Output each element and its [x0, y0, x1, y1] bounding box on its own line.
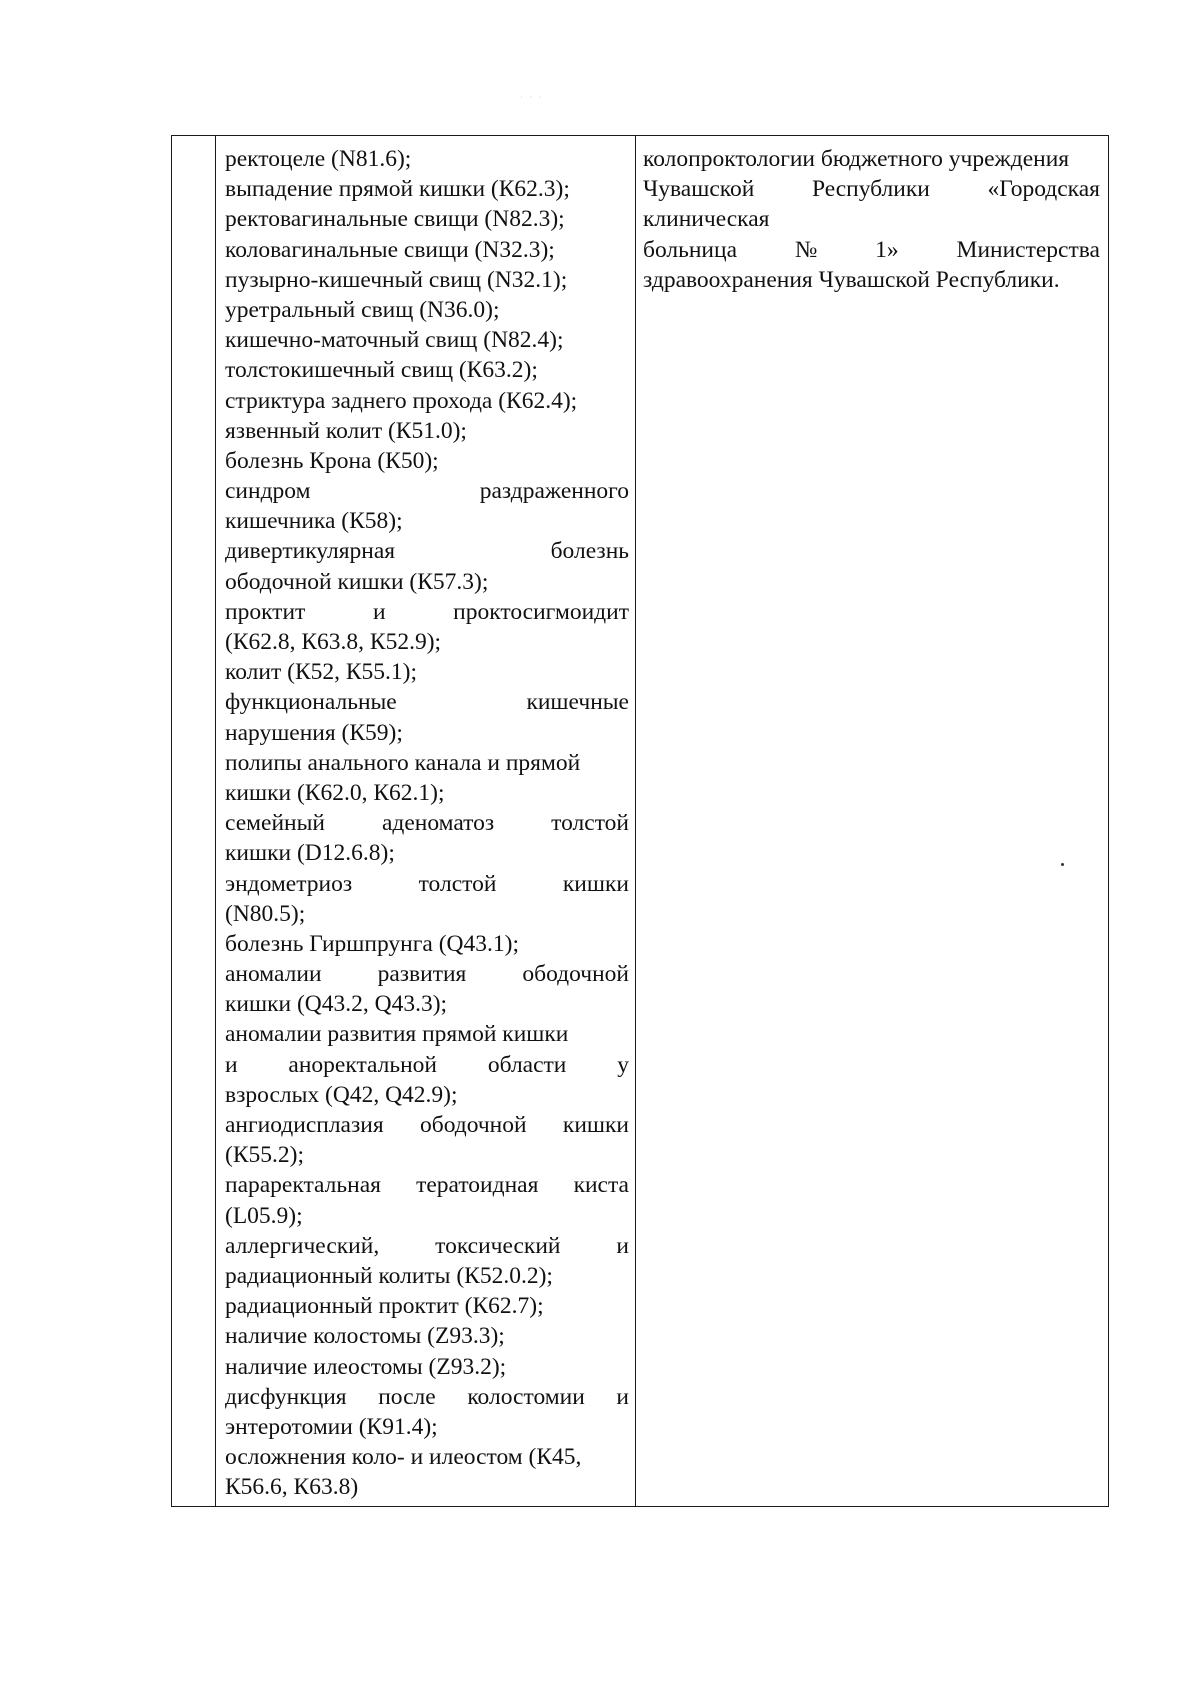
diagnosis-line-word: болезнь Крона (К50); [225, 447, 439, 474]
diagnosis-line [225, 204, 629, 234]
diagnosis-line [225, 355, 629, 385]
diagnosis-line-word: наличие колостомы (Z93.3); [225, 1323, 505, 1350]
diagnosis-line [225, 1291, 629, 1321]
diagnosis-line [225, 657, 629, 687]
diagnosis-line [225, 506, 629, 536]
institution-line [643, 265, 1100, 295]
institution-line [643, 174, 1100, 204]
diagnosis-line-word: энтеротомии (К91.4); [225, 1413, 438, 1440]
diagnoses-list [225, 144, 629, 1502]
scan-speck [1061, 863, 1064, 866]
diagnosis-line [225, 989, 629, 1019]
diagnosis-line-word: токсический [435, 1232, 561, 1259]
diagnoses-cell [216, 136, 636, 1507]
diagnosis-line-word: взрослых (Q42, Q42.9); [225, 1081, 458, 1108]
institution-line-word: 1» [875, 236, 899, 263]
diagnosis-line-word: области [487, 1051, 567, 1078]
diagnosis-line-word: и [616, 1383, 629, 1410]
institution-line-word: больница [643, 236, 737, 263]
diagnosis-line-word: колостомии [467, 1383, 585, 1410]
diagnosis-line-word: ректоцеле (N81.6); [225, 146, 412, 172]
institution-line-word: здравоохранения Чувашской Республики. [643, 266, 1060, 293]
diagnosis-line-word: (К62.8, К63.8, К52.9); [225, 629, 442, 655]
diagnosis-line-word: болезнь Гиршпрунга (Q43.1); [225, 930, 519, 957]
diagnosis-line-word: ободочной кишки (К57.3); [225, 568, 489, 595]
diagnosis-line-word: ректовагинальные свищи (N82.3); [225, 206, 565, 233]
diagnosis-line-word: ангиодисплазия [225, 1112, 384, 1138]
diagnosis-line-word: эндометриоз [225, 870, 353, 897]
diagnosis-line-word: синдром [225, 478, 311, 505]
diagnosis-line-word: кишки (К62.0, К62.1); [225, 779, 445, 806]
diagnosis-line [225, 627, 629, 657]
diagnosis-line-word: коловагинальные свищи (N32.3); [225, 236, 555, 263]
diagnosis-line [225, 476, 629, 506]
diagnosis-line-word: дивертикулярная [225, 538, 396, 565]
diagnosis-line [225, 718, 629, 748]
diagnosis-line-word: проктит [225, 598, 306, 625]
institution-line-word: Министерства [956, 236, 1100, 263]
row-number-cell [172, 136, 216, 1507]
diagnosis-line-word: уретральный свищ (N36.0); [225, 296, 500, 323]
diagnosis-line-word: аномалии развития прямой кишки [225, 1021, 569, 1048]
diagnosis-line [225, 1080, 629, 1110]
diagnosis-line-word: развития [377, 961, 467, 988]
diagnosis-line [225, 446, 629, 476]
diagnosis-line-word: тератоидная [416, 1172, 539, 1199]
diagnosis-line [225, 325, 629, 355]
diagnosis-line [225, 386, 629, 416]
diagnosis-line [225, 778, 629, 808]
diagnosis-line-word: киста [573, 1172, 629, 1199]
diagnosis-line [225, 265, 629, 295]
diagnosis-line-word: кишечно-маточный свищ (N82.4); [225, 327, 564, 354]
diagnosis-line [225, 235, 629, 265]
diagnosis-line [225, 1261, 629, 1291]
institution-line-word: клиническая [643, 206, 770, 233]
diagnosis-line [225, 1352, 629, 1382]
diagnosis-line-word: кишки (D12.6.8); [225, 840, 395, 867]
diagnosis-line-word: аденоматоз [381, 810, 495, 837]
diagnosis-line-word: аномалии [225, 961, 322, 988]
diagnosis-line-word: кишки (Q43.2, Q43.3); [225, 991, 448, 1018]
institution-cell [636, 136, 1109, 1507]
institution-line-word: № [794, 236, 818, 263]
diagnosis-line-word: выпадение прямой кишки (К62.3); [225, 176, 570, 203]
diagnosis-line-word: радиационный проктит (К62.7); [225, 1293, 544, 1320]
scan-artifact: · · · [520, 92, 544, 102]
diagnosis-line-word: нарушения (К59); [225, 719, 403, 746]
diagnosis-line-word: у [617, 1051, 629, 1078]
diagnosis-line-word: К56.6, К63.8) [225, 1474, 359, 1501]
diagnosis-line [225, 748, 629, 778]
diagnosis-line-word: кишки [562, 870, 629, 897]
diagnosis-line-word: радиационный колиты (К52.0.2); [225, 1262, 553, 1289]
diagnosis-line-word: стриктура заднего прохода (К62.4); [225, 387, 578, 414]
diagnosis-line [225, 295, 629, 325]
diagnosis-line-word: ободочной [419, 1112, 527, 1138]
diagnosis-line-word: дисфункция [225, 1383, 347, 1410]
diagnosis-line [225, 1231, 629, 1261]
diagnosis-line [225, 687, 629, 717]
diagnosis-line [225, 1201, 629, 1231]
diagnosis-line-word: болезнь [550, 538, 629, 565]
diagnosis-line [225, 1140, 629, 1170]
diagnosis-line-word: язвенный колит (К51.0); [225, 417, 467, 444]
diagnosis-line [225, 1321, 629, 1351]
diagnosis-line [225, 869, 629, 899]
diagnosis-line-word: раздраженного [479, 478, 629, 505]
institution-text [643, 144, 1100, 295]
institution-line-word: Республики [811, 176, 930, 203]
diagnosis-line-word: (К55.2); [225, 1142, 304, 1169]
diagnosis-line-word: после [378, 1383, 436, 1410]
diagnosis-line-word: толстой [418, 870, 497, 897]
diagnosis-line-word: ободочной [522, 961, 629, 988]
diagnosis-line [225, 416, 629, 446]
diagnosis-line [225, 1472, 629, 1502]
diagnosis-line [225, 838, 629, 868]
diagnosis-line-word: толстой [551, 810, 629, 837]
diagnosis-line-word: толстокишечный свищ (К63.2); [225, 357, 538, 384]
institution-line [643, 144, 1100, 174]
diagnosis-line-word: и [616, 1232, 629, 1259]
diagnosis-line-word: и [225, 1051, 238, 1078]
diagnosis-line [225, 567, 629, 597]
diagnosis-line [225, 808, 629, 838]
diagnosis-line-word: параректальная [225, 1172, 381, 1199]
institution-line-word: колопроктологии бюджетного учреждения [643, 146, 1070, 172]
diagnosis-line [225, 536, 629, 566]
diagnosis-line [225, 174, 629, 204]
diagnosis-line [225, 1050, 629, 1080]
institution-line-word: «Городская [987, 176, 1100, 203]
diagnosis-line-word: кишки [562, 1112, 629, 1138]
diagnosis-line [225, 959, 629, 989]
diagnosis-line-word: кишечника (К58); [225, 508, 403, 535]
diagnosis-line-word: полипы анального канала и прямой [225, 749, 581, 776]
diagnosis-line-word: кишечные [526, 689, 629, 716]
diagnosis-line-word: функциональные [225, 689, 397, 716]
diagnosis-line-word: и [372, 598, 386, 625]
diagnosis-line-word: (N80.5); [225, 900, 306, 927]
diagnosis-line [225, 144, 629, 174]
diagnosis-line [225, 1442, 629, 1472]
diagnosis-line-word: аллергический, [225, 1232, 380, 1259]
institution-line [643, 204, 1100, 234]
diagnosis-line-word: колит (К52, К55.1); [225, 659, 418, 686]
diagnosis-line-word: пузырно-кишечный свищ (N32.1); [225, 266, 568, 293]
diagnosis-line-word: осложнения коло- и илеостом (К45, [225, 1444, 582, 1471]
institution-line [643, 235, 1100, 265]
table-row [172, 136, 1109, 1507]
diagnosis-line [225, 1412, 629, 1442]
diagnosis-line [225, 1170, 629, 1200]
referral-table [171, 135, 1109, 1507]
diagnosis-line-word: семейный [225, 810, 325, 837]
diagnosis-line-word: наличие илеостомы (Z93.2); [225, 1353, 507, 1380]
diagnosis-line [225, 899, 629, 929]
diagnosis-line [225, 1019, 629, 1049]
diagnosis-line [225, 1382, 629, 1412]
diagnosis-line [225, 929, 629, 959]
diagnosis-line-word: (L05.9); [225, 1202, 303, 1229]
diagnosis-line [225, 1110, 629, 1140]
diagnosis-line-word: проктосигмоидит [453, 598, 629, 625]
diagnosis-line [225, 597, 629, 627]
diagnosis-line-word: аноректальной [288, 1051, 437, 1078]
institution-line-word: Чувашской [643, 176, 755, 203]
